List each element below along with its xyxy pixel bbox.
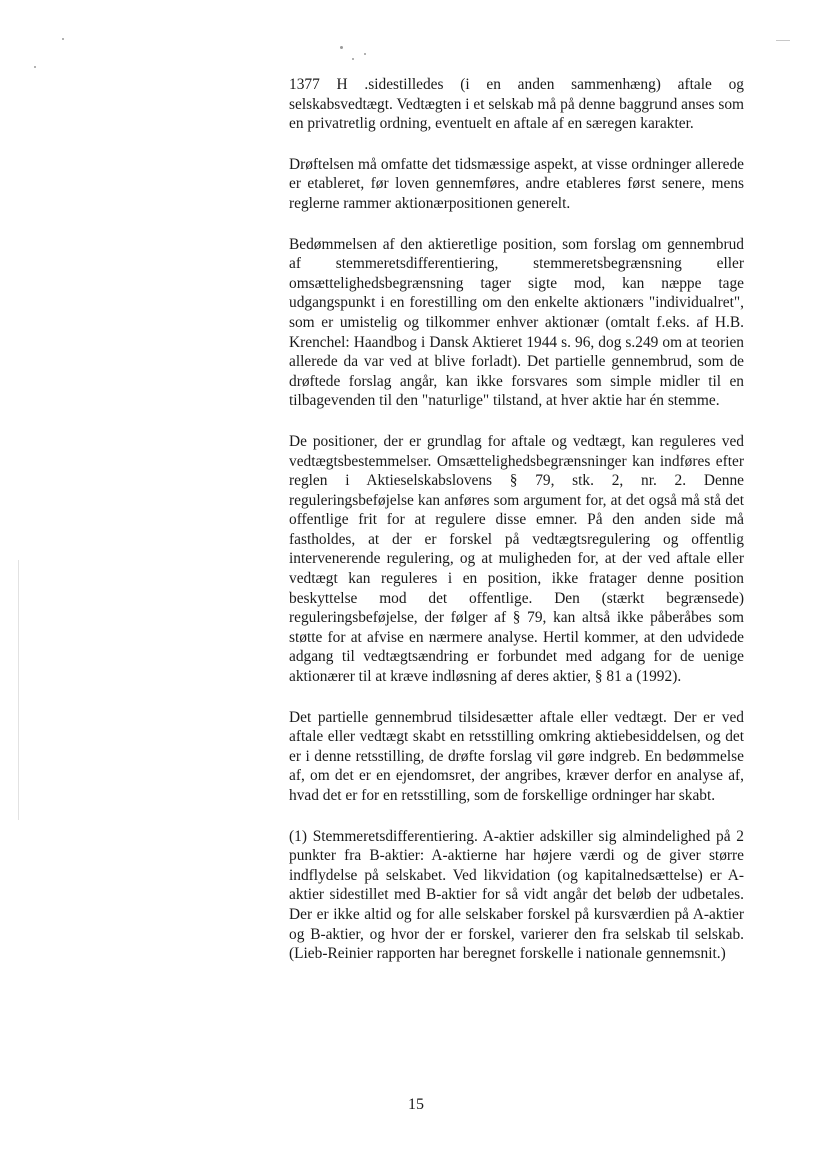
page-number: 15 (408, 1096, 424, 1113)
paragraph: De positioner, der er grundlag for aftale og vedtægt, kan reguleres ved vedtægtsbestemmelser. Omsættelighedsbegrænsninger kan indføres efter reglen i Aktieselskabslovens § 79, stk. 2, nr. 2. Denne reguleringsbeføjelse kan anføres som argument for, at det også må stå det offentlige frit for at regulere disse emner. På den anden side må fastholdes, at der er forskel på vedtægtsregulering og offentlig intervenerende regulering, og at muligheden for, at der ved aftale eller vedtægt kan reguleres i en position, ikke fratager denne position beskyttelse mod det offentlige. Den (stærkt begrænsede) reguleringsbeføjelse, der følger af § 79, kan altså ikke påberåbes som støtte for at afvise en nærmere analyse. Hertil kommer, at den udvidede adgang til vedtægtsændring er forbundet med adgang for de uenige aktionærer til at kræve indløsning af deres aktier, § 81 a (1992). (289, 432, 744, 686)
scan-speck (352, 58, 354, 60)
body-text (289, 75, 744, 985)
scan-speck (364, 53, 366, 55)
scan-edge-line (18, 560, 19, 820)
paragraph: Bedømmelsen af den aktieretlige position, som forslag om gennembrud af stemmeretsdifferentiering, stemmeretsbegrænsning eller omsættelighedsbegrænsning tager sigte mod, kan næppe tage udgangspunkt i en forestilling om den enkelte aktionærs "individualret", som er umistelig og tilkommer enhver aktionær (omtalt f.eks. af H.B. Krenchel: Haandbog i Dansk Aktieret 1944 s. 96, dog s.249 om at teorien allerede da var ved at blive forladt). Det partielle gennembrud, som de drøftede forslag angår, kan ikke forsvares som simple midler til en tilbagevenden til den "naturlige" tilstand, at hver aktie har én stemme. (289, 235, 744, 410)
paragraph: Det partielle gennembrud tilsidesætter aftale eller vedtægt. Der er ved aftale eller vedtægt skabt en retsstilling omkring aktiebesiddelsen, og det er i denne retsstilling, de drøfte forslag vil gøre indgreb. En bedømmelse af, om det er en ejendomsret, der angribes, kræver derfor en analyse af, hvad det er for en retsstilling, som de forskellige ordninger har skabt. (289, 708, 744, 804)
scan-speck (340, 46, 343, 49)
scan-speck (62, 38, 64, 40)
paragraph: Drøftelsen må omfatte det tidsmæssige aspekt, at visse ordninger allerede er etableret, før loven gennemføres, andre etableres først senere, mens reglerne rammer aktionærpositionen generelt. (289, 155, 744, 212)
scan-speck (34, 66, 36, 68)
paragraph: (1) Stemmeretsdifferentiering. A-aktier adskiller sig almindelighed på 2 punkter fra B-aktier: A-aktierne har højere værdi og de giver større indflydelse på selskabet. Ved likvidation (og kapitalnedsættelse) er A-aktier sidestillet med B-aktier for så vidt angår det beløb der udbetales. Der er ikke altid og for alle selskaber forskel på kursværdien på A-aktier og B-aktier, og hvor der er forskel, varierer den fra selskab til selskab. (Lieb-Reinier rapporten har beregnet forskelle i nationale gennemsnit.) (289, 827, 744, 963)
scan-edge-line (776, 40, 790, 41)
paragraph: 1377 H .sidestilledes (i en anden sammenhæng) aftale og selskabsvedtægt. Vedtægten i et selskab må på denne baggrund anses som en privatretlig ordning, eventuelt en aftale af en særegen karakter. (289, 76, 744, 133)
